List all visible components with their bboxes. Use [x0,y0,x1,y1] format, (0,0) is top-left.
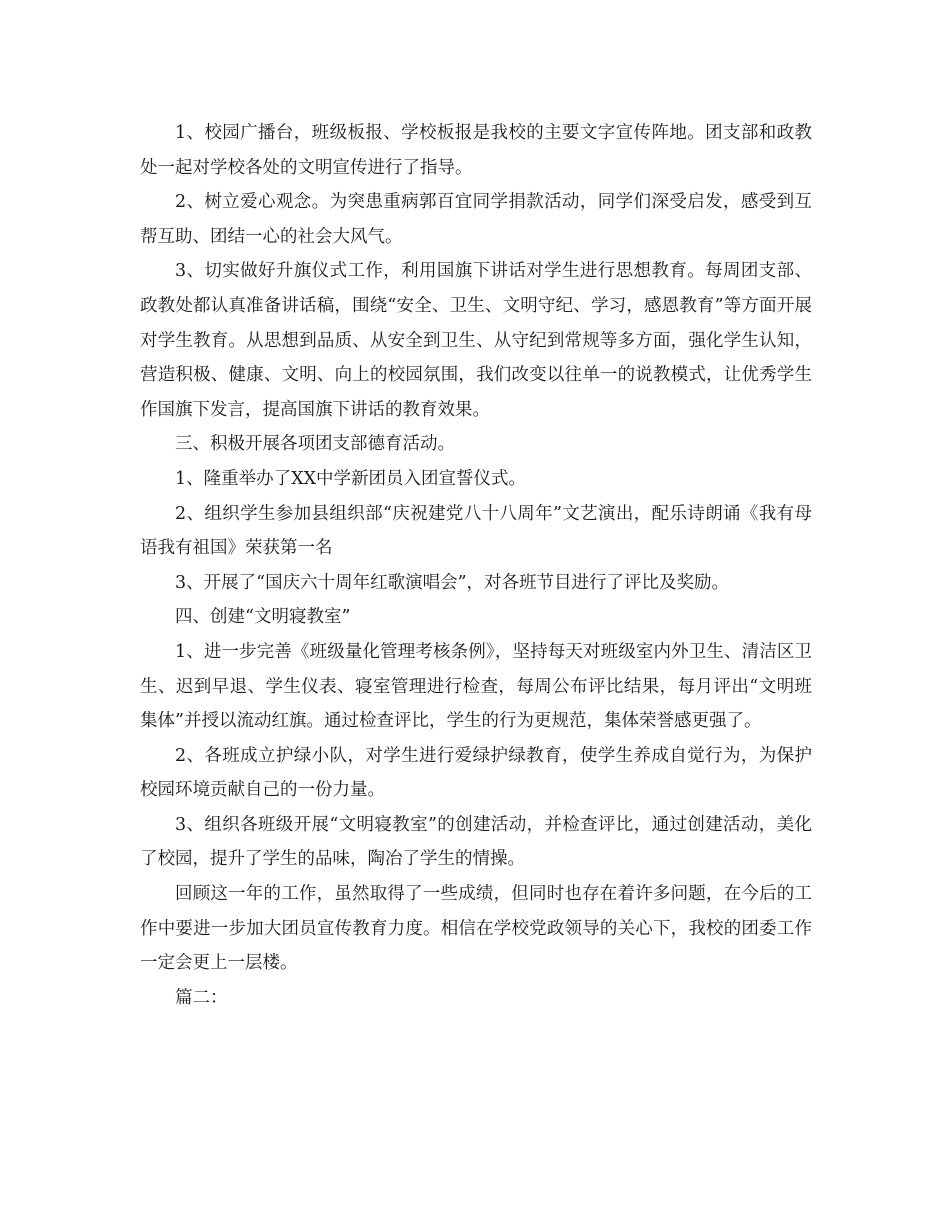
paragraph-6: 3、开展了“国庆六十周年红歌演唱会”，对各班节目进行了评比及奖励。 [175,572,730,593]
section-heading-4: 四、创建“文明寝教室” [175,607,351,628]
paragraph-3: 3、切实做好升旗仪式工作，利用国旗下讲话对学生进行思想教育。每周团支部、政教处都认真准备讲话稿，围绕“安全、卫生、文明守纪、学习，感恩教育”等方面开展对学生教育。从思想到品质、从安全到卫生、从守纪到常规等多方面，强化学生认知，营造积极、健康、文明、向上的校园氛围，我们改变以往单一的说教模式，让优秀学生作国旗下发言，提高国旗下讲话的教育效果。 [140,261,812,420]
section-heading-3: 三、积极开展各项团支部德育活动。 [175,434,455,455]
document-body [140,116,812,1015]
paragraph-5: 2、组织学生参加县组织部“庆祝建党八十八周年”文艺演出，配乐诗朗诵《我有母语我有祖国》荣获第一名 [140,503,812,559]
paragraph-1: 1、校园广播台，班级板报、学校板报是我校的主要文字宣传阵地。团支部和政教处一起对学校各处的文明宣传进行了指导。 [140,123,812,178]
paragraph-2: 2、树立爱心观念。为突患重病郭百宜同学捐款活动，同学们深受启发，感受到互帮互助、团结一心的社会大风气。 [140,192,812,247]
paragraph-9: 3、组织各班级开展“文明寝教室”的创建活动，并检查评比，通过创建活动，美化了校园，提升了学生的品味，陶冶了学生的情操。 [140,814,812,870]
paragraph-10: 回顾这一年的工作，虽然取得了一些成绩，但同时也存在着许多问题，在今后的工作中要进一步加大团员宣传教育力度。相信在学校党政领导的关心下，我校的团委工作一定会更上一层楼。 [140,884,812,974]
part-two-heading: 篇二： [175,987,228,1008]
paragraph-4: 1、隆重举办了XX中学新团员入团宣誓仪式。 [175,468,527,489]
paragraph-7: 1、进一步完善《班级量化管理考核条例》，坚持每天对班级室内外卫生、清洁区卫生、迟到早退、学生仪表、寝室管理进行检查，每周公布评比结果，每月评出“文明班集体”并授以流动红旗。通过检查评比，学生的行为更规范，集体荣誉感更强了。 [140,641,812,732]
paragraph-8: 2、各班成立护绿小队，对学生进行爱绿护绿教育，使学生养成自觉行为，为保护校园环境贡献自己的一份力量。 [140,745,812,801]
